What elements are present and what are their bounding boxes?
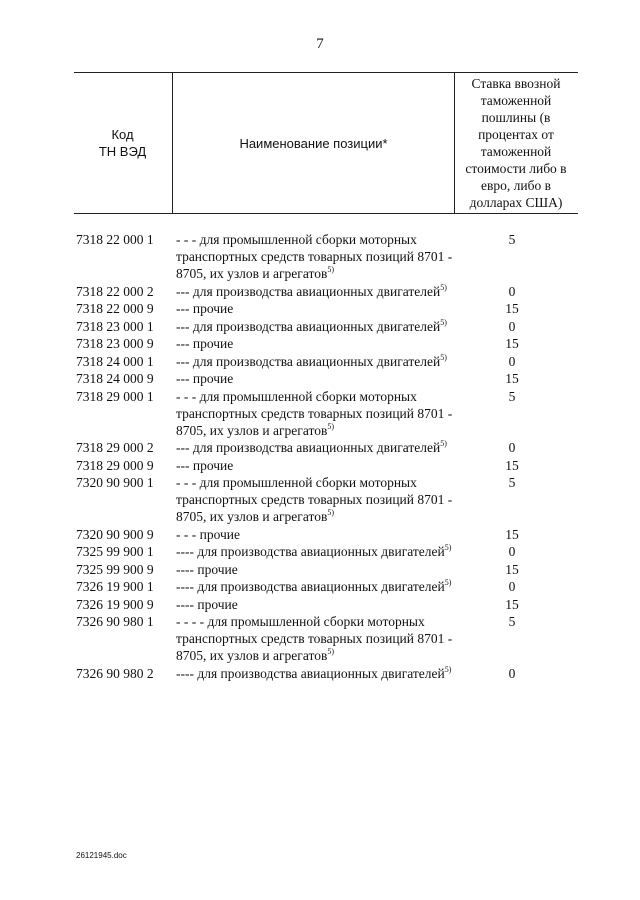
position-name [172, 283, 457, 300]
footnote-marker: 5) [440, 352, 447, 362]
table-row [0, 474, 640, 525]
table-row [0, 318, 640, 335]
position-name-text: --- прочие [176, 371, 234, 386]
table-row [0, 439, 640, 456]
tnved-code: 7326 90 980 2 [76, 665, 154, 681]
position-name-text: ---- для производства авиационных двигателей [176, 665, 445, 681]
tnved-code: 7326 19 900 1 [76, 579, 154, 594]
footnote-marker: 5) [327, 647, 334, 656]
table-row [0, 457, 640, 474]
table-row [0, 561, 640, 578]
table-row [0, 388, 640, 439]
footnote-marker: 5) [440, 439, 447, 448]
position-name [172, 231, 457, 282]
position-name-text: --- для производства авиационных двигателей [176, 440, 441, 455]
table-row [0, 543, 640, 560]
duty-rate: 0 [508, 440, 516, 455]
header-code-column: Код ТН ВЭД [98, 127, 147, 159]
position-name [172, 370, 457, 387]
table-row [0, 300, 640, 317]
position-name-text: --- прочие [176, 336, 234, 351]
tnved-code: 7318 22 000 1 [76, 232, 154, 247]
position-name-text: ---- прочие [176, 561, 238, 577]
duty-rate: 15 [505, 596, 519, 612]
position-name [172, 353, 457, 370]
tnved-code: 7326 19 900 9 [76, 596, 154, 612]
tariff-table-body [0, 231, 640, 682]
footnote-marker: 5) [444, 578, 452, 587]
table-row [0, 353, 640, 370]
footnote-marker: 5) [327, 421, 334, 431]
position-name-text: --- для производства авиационных двигателей [176, 318, 441, 334]
duty-rate: 0 [508, 318, 516, 334]
document-filename: 26121945.doc [76, 851, 127, 860]
header-name-column: Наименование позиции* [172, 73, 455, 213]
table-row [0, 283, 640, 300]
duty-rate: 5 [508, 614, 516, 629]
tnved-code: 7318 29 000 9 [76, 457, 154, 473]
table-row [0, 613, 640, 664]
position-name [172, 457, 457, 474]
table-row [0, 335, 640, 352]
header-rate-column: Ставка ввозной таможенной пошлины (в процентах от таможенной стоимости либо в евро, либо в долларах США) [465, 76, 567, 210]
tnved-code: 7325 99 900 9 [76, 561, 154, 577]
duty-rate: 15 [505, 371, 519, 386]
footnote-marker: 5) [440, 317, 447, 327]
table-row [0, 596, 640, 613]
position-name-text: --- для производства авиационных двигателей [176, 353, 441, 369]
position-name [172, 543, 457, 560]
position-name [172, 335, 457, 352]
tnved-code: 7318 29 000 2 [76, 440, 154, 455]
position-name [172, 300, 457, 317]
footnote-marker: 5) [444, 664, 452, 674]
position-name-text: ---- прочие [176, 596, 238, 612]
position-name [172, 578, 457, 595]
tnved-code: 7318 24 000 1 [76, 353, 154, 369]
tnved-code: 7318 22 000 2 [76, 283, 154, 299]
position-name-text: - - - - для промышленной сборки моторных транспортных средств товарных позиций 8701 - 8705, их узлов и агрегатов [176, 614, 453, 663]
tnved-code: 7320 90 900 1 [76, 475, 154, 490]
page-number: 7 [316, 36, 324, 52]
table-row [0, 370, 640, 387]
duty-rate: 5 [508, 232, 516, 247]
footnote-marker: 5) [327, 265, 334, 274]
duty-rate: 15 [505, 336, 519, 351]
position-name-text: --- прочие [176, 301, 234, 316]
duty-rate: 0 [508, 353, 516, 369]
duty-rate: 0 [508, 283, 516, 299]
duty-rate: 15 [505, 526, 519, 542]
duty-rate: 15 [505, 561, 519, 577]
position-name-text: ---- для производства авиационных двигателей [176, 544, 445, 559]
position-name [172, 388, 457, 439]
footnote-marker: 5) [327, 508, 334, 517]
position-name-text: - - - для промышленной сборки моторных транспортных средств товарных позиций 8701 - 8705, их узлов и агрегатов [176, 388, 453, 438]
tnved-code: 7326 90 980 1 [76, 614, 154, 629]
position-name [172, 561, 457, 578]
table-row [0, 665, 640, 682]
tnved-code: 7318 24 000 9 [76, 371, 154, 386]
table-row [0, 526, 640, 543]
tnved-code: 7318 29 000 1 [76, 388, 154, 404]
position-name-text: --- для производства авиационных двигателей [176, 283, 441, 299]
position-name-text: - - - для промышленной сборки моторных транспортных средств товарных позиций 8701 - 8705, их узлов и агрегатов [176, 475, 453, 524]
duty-rate: 0 [508, 579, 516, 594]
position-name-text: - - - прочие [176, 526, 240, 542]
duty-rate: 5 [508, 388, 516, 404]
duty-rate: 0 [508, 665, 516, 681]
tnved-code: 7320 90 900 9 [76, 526, 154, 542]
table-row [0, 578, 640, 595]
table-row [0, 231, 640, 282]
footnote-marker: 5) [444, 543, 452, 552]
position-name [172, 474, 457, 525]
position-name [172, 439, 457, 456]
position-name [172, 318, 457, 335]
table-header [74, 72, 578, 214]
position-name-text: ---- для производства авиационных двигателей [176, 579, 445, 594]
duty-rate: 0 [508, 544, 516, 559]
duty-rate: 15 [505, 457, 519, 473]
footnote-marker: 5) [440, 282, 447, 292]
position-name [172, 596, 457, 613]
duty-rate: 15 [505, 301, 519, 316]
position-name-text: --- прочие [176, 457, 234, 473]
tnved-code: 7325 99 900 1 [76, 544, 154, 559]
tnved-code: 7318 23 000 9 [76, 336, 154, 351]
tnved-code: 7318 22 000 9 [76, 301, 154, 316]
position-name [172, 526, 457, 543]
position-name-text: - - - для промышленной сборки моторных транспортных средств товарных позиций 8701 - 8705, их узлов и агрегатов [176, 232, 453, 281]
position-name [172, 665, 457, 682]
tnved-code: 7318 23 000 1 [76, 318, 154, 334]
position-name [172, 613, 457, 664]
duty-rate: 5 [508, 475, 516, 490]
